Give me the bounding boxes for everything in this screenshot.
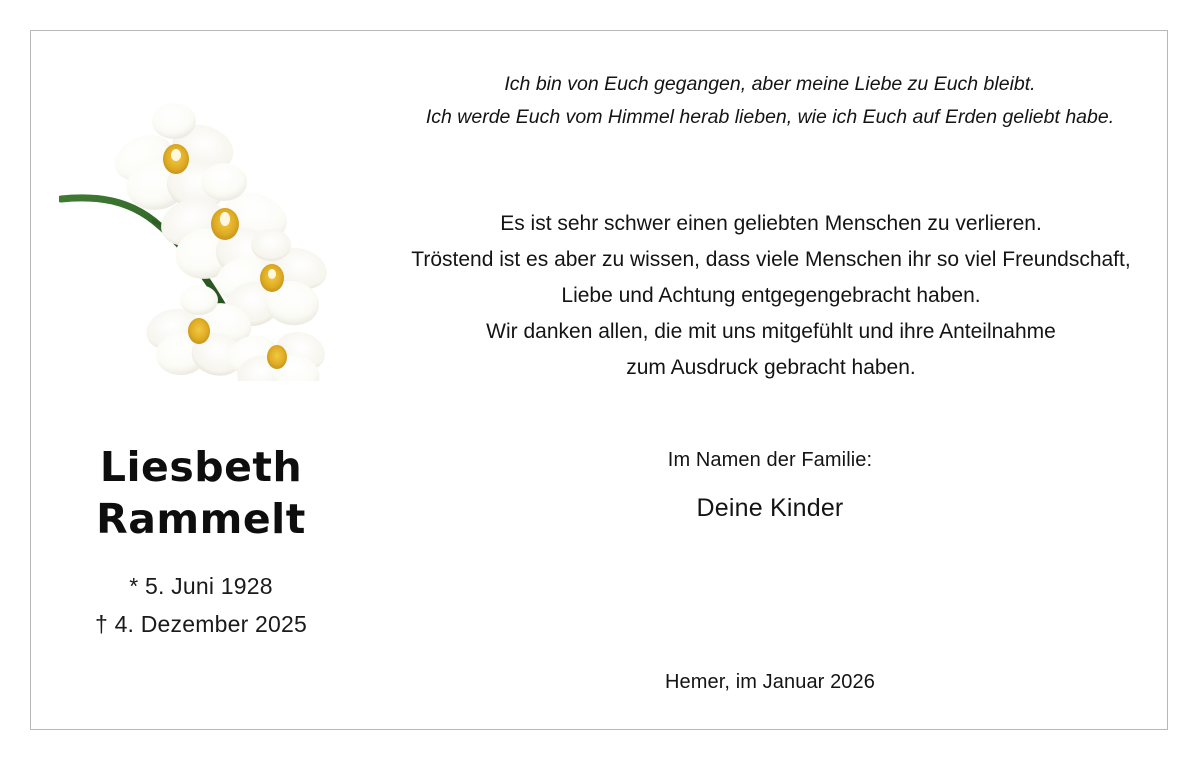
verse-line-1: Ich bin von Euch gegangen, aber meine Liebe zu Euch bleibt.: [504, 73, 1036, 95]
deceased-first-name: Liesbeth: [99, 443, 303, 491]
left-column: [31, 31, 371, 729]
place-and-date: Hemer, im Januar 2026: [665, 671, 875, 693]
thanks-line-2: Tröstend ist es aber zu wissen, dass viele Menschen ihr so viel Freundschaft,: [411, 248, 1131, 272]
thanks-text: [381, 206, 1161, 387]
family-intro: Im Namen der Familie:: [667, 449, 873, 471]
deceased-last-name: Rammelt: [96, 495, 306, 544]
deceased-name-block: [31, 441, 371, 644]
verse-line-2: Ich werde Euch vom Himmel herab lieben, wie ich Euch auf Erden geliebt habe.: [425, 105, 1115, 128]
white-orchid-photo: [59, 81, 329, 381]
family-name: Deine Kinder: [696, 494, 844, 522]
family-block: [371, 449, 1169, 523]
memorial-card: [30, 30, 1168, 730]
thanks-line-3: Liebe und Achtung entgegengebracht haben.: [561, 284, 981, 308]
death-date: † 4. Dezember 2025: [94, 610, 307, 637]
birth-date: * 5. Juni 1928: [129, 572, 273, 599]
memorial-verse: [371, 68, 1169, 134]
thanks-line-1: Es ist sehr schwer einen geliebten Menschen zu verlieren.: [500, 212, 1042, 235]
right-column: [371, 31, 1169, 729]
deceased-dates: [31, 568, 371, 644]
thanks-line-5: zum Ausdruck gebracht haben.: [626, 356, 916, 380]
thanks-line-4: Wir danken allen, die mit uns mitgefühlt und ihre Anteilnahme: [486, 320, 1056, 344]
